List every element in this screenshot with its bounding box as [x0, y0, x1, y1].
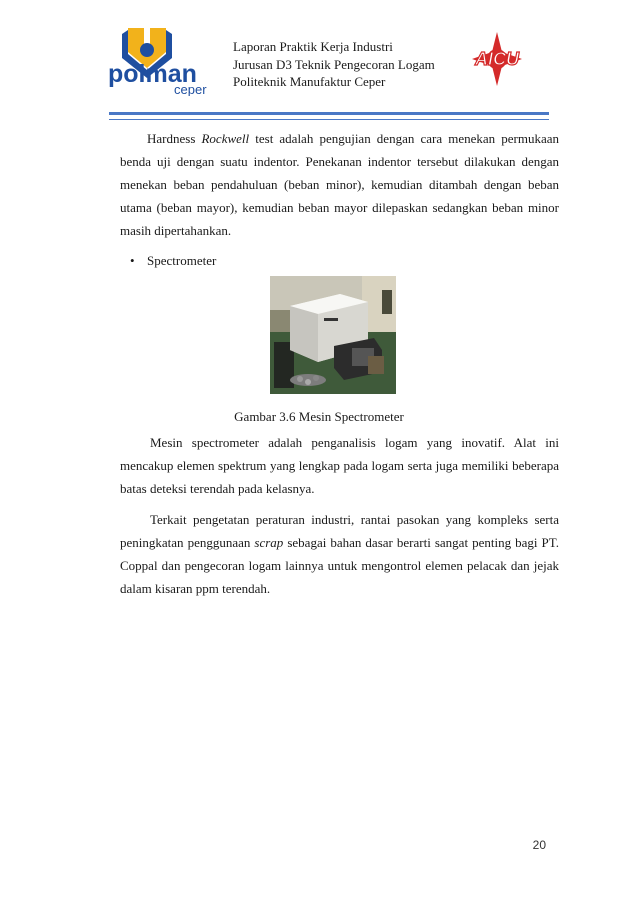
- paragraph-regulation: [120, 508, 559, 600]
- spectrometer-photo: [270, 276, 396, 394]
- header-line-1: Laporan Praktik Kerja Industri: [233, 39, 393, 54]
- logo-polman-text: polman: [108, 60, 197, 88]
- header-line-3: Politeknik Manufaktur Ceper: [233, 74, 386, 89]
- polman-logo: [106, 20, 224, 96]
- logo-aicu-text: AICU: [475, 49, 519, 69]
- para3-text-start: Terkait pengetatan peraturan industri, rantai pasokan yang kompleks serta peningkatan penggunaan: [120, 512, 559, 550]
- para2-text: Mesin spectrometer adalah penganalisis logam yang inovatif. Alat ini mencakup elemen spektrum yang lengkap pada logam serta juga memiliki beberapa batas deteksi terendah pada kelasnya.: [120, 435, 559, 496]
- para1-italic: Rockwell: [201, 131, 250, 146]
- para1-text-start: Hardness: [147, 131, 202, 146]
- header-rule-thin: [109, 119, 549, 120]
- aicu-logo: [458, 30, 536, 88]
- bullet-label: Spectrometer: [147, 253, 217, 268]
- bullet-item-spectrometer: [130, 252, 216, 270]
- logo-ceper-text: ceper: [174, 82, 207, 96]
- page-number: 20: [532, 838, 546, 852]
- paragraph-rockwell: [120, 127, 559, 242]
- header-line-2: Jurusan D3 Teknik Pengecoran Logam: [233, 56, 435, 72]
- header-rule-thick: [109, 112, 549, 115]
- bullet-icon: •: [130, 253, 135, 268]
- figure-caption: Gambar 3.6 Mesin Spectrometer: [234, 409, 404, 424]
- paragraph-spectrometer: [120, 431, 559, 500]
- para3-italic: scrap: [254, 535, 284, 550]
- document-header: [233, 38, 435, 91]
- para1-text-end: test adalah pengujian dengan cara menekan permukaan benda uji dengan suatu indentor. Penekanan indentor tersebut dilakukan dengan menekan beban pendahuluan (beban minor), kemudian ditambah dengan beban utama (beban mayor), kemudian beban mayor dilepaskan sedangkan beban minor masih dipertahankan.: [120, 131, 559, 238]
- para3-text-end: sebagai bahan dasar berarti sangat penting bagi PT. Coppal dan pengecoran logam lainnya untuk mengontrol elemen pelacak dan jejak dalam kisaran ppm terendah.: [120, 535, 560, 596]
